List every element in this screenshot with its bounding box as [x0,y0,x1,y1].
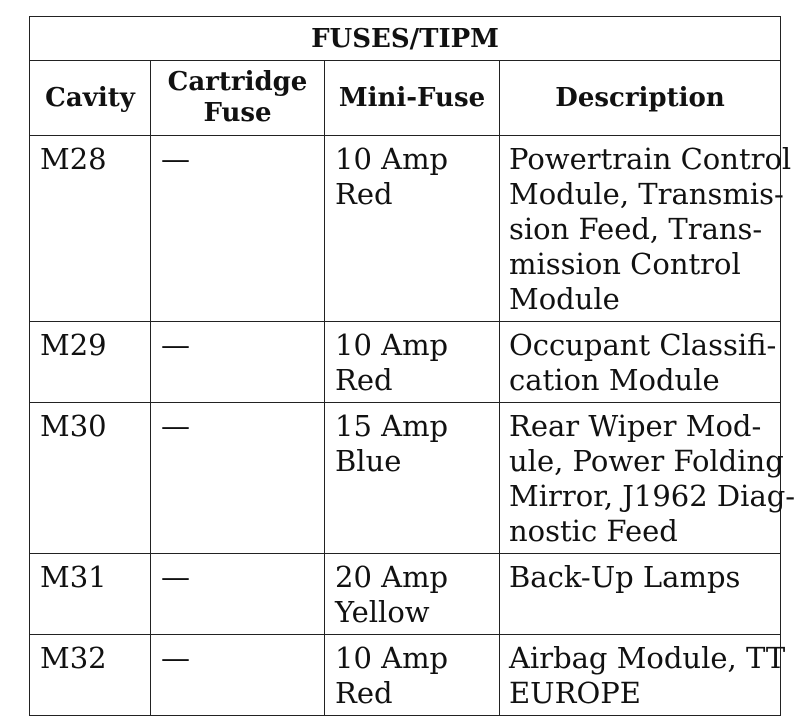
cavity-cell: M31 [30,554,151,635]
table-row [30,635,781,716]
cartridge-cell: — [151,322,325,403]
description-line: EUROPE [509,676,641,710]
description-line: Rear Wiper Mod- [509,409,762,443]
description-line: cation Module [509,363,720,397]
table-title: FUSES/TIPM [30,17,781,61]
description-cell [500,554,781,635]
description-line: Module [509,282,620,316]
mini-fuse-rating: 10 Amp [335,328,449,362]
table-row [30,554,781,635]
description-line: sion Feed, Trans- [509,212,763,246]
cavity-cell: M32 [30,635,151,716]
cartridge-cell: — [151,136,325,322]
cavity-cell: M30 [30,403,151,554]
mini-fuse-rating: 10 Amp [335,641,449,675]
table-row [30,322,781,403]
title-row [30,17,781,61]
fuses-tipm-table [29,16,796,716]
mini-fuse-cell [325,136,500,322]
mini-fuse-rating: 10 Amp [335,142,449,176]
cartridge-cell: — [151,554,325,635]
description-line: Powertrain Control [509,142,792,176]
header-description: Description [500,61,781,136]
mini-fuse-color: Blue [335,444,402,478]
mini-fuse-rating: 15 Amp [335,409,449,443]
description-line: mission Control [509,247,741,281]
mini-fuse-cell [325,635,500,716]
header-cavity: Cavity [30,61,151,136]
description-line: nostic Feed [509,514,678,548]
table-row [30,403,781,554]
description-line: Occupant Classifi- [509,328,777,362]
header-mini-fuse: Mini-Fuse [325,61,500,136]
description-cell [500,635,786,716]
mini-fuse-cell [325,554,500,635]
header-cartridge-line2: Fuse [203,98,272,128]
description-cell [500,136,792,322]
description-cell [500,322,781,403]
description-line: Mirror, J1962 Diag- [509,479,796,513]
table-row [30,136,781,322]
description-line: Back-Up Lamps [509,560,741,594]
header-cartridge-line1: Cartridge [167,67,308,97]
header-row [30,61,781,136]
cartridge-cell: — [151,635,325,716]
mini-fuse-cell [325,322,500,403]
description-cell [500,403,796,554]
description-line: ule, Power Folding [509,444,784,478]
description-line: Module, Transmis- [509,177,784,211]
description-line: Airbag Module, TT [509,641,786,675]
mini-fuse-color: Red [335,676,393,710]
mini-fuse-color: Red [335,177,393,211]
cavity-cell: M29 [30,322,151,403]
mini-fuse-rating: 20 Amp [335,560,449,594]
cartridge-cell: — [151,403,325,554]
cavity-cell: M28 [30,136,151,322]
mini-fuse-cell [325,403,500,554]
header-cartridge-fuse [151,61,325,136]
mini-fuse-color: Red [335,363,393,397]
mini-fuse-color: Yellow [335,595,430,629]
